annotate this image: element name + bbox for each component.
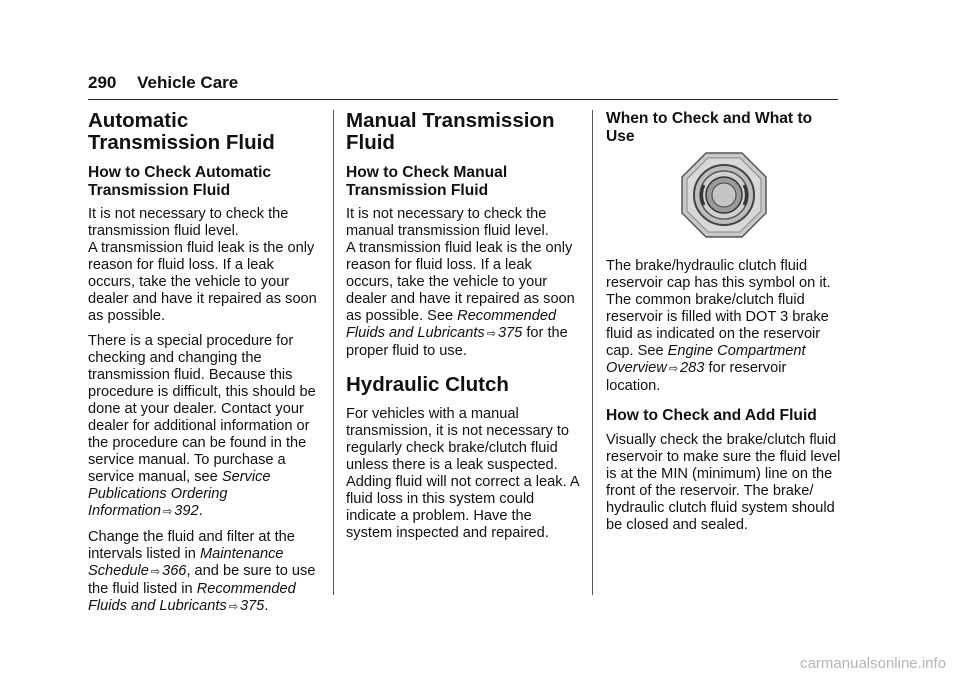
service-publications-link[interactable]: Service Publications Ordering Information <box>88 469 271 519</box>
when-to-check-subtitle: When to Check and What to Use <box>606 110 813 145</box>
watermark: carmanualsonline.info <box>800 655 946 672</box>
page-ref[interactable]: 283 <box>680 360 705 376</box>
page-ref-arrow-icon: ⇨ <box>668 363 679 375</box>
check-automatic-subtitle: How to Check Automatic Transmission Fluid <box>88 164 272 199</box>
automatic-transmission-title: Automatic Transmission Fluid <box>88 109 275 154</box>
page-header <box>88 73 238 93</box>
paragraph: Visually check the brake/clutch fluid reservoir to make sure the fluid level is at the MIN (minimum) line on the front of the reservoir. The brake/ hydraulic clutch fluid system should be closed and sealed. <box>606 431 841 533</box>
brake-fluid-reservoir-cap-icon <box>681 152 767 238</box>
page-ref[interactable]: 366 <box>162 563 187 579</box>
paragraph-text: The brake/hydraulic clutch fluid reservoir cap has this symbol on it. The common brake/clutch fluid reservoir is filled with DOT 3 brake fluid as indicated on the reservoir cap. See <box>606 258 831 359</box>
page-number: 290 <box>88 73 117 92</box>
page-ref-arrow-icon: ⇨ <box>163 506 173 518</box>
paragraph-text: for reservoir location. <box>606 360 787 394</box>
maintenance-schedule-link[interactable]: Maintenance Schedule <box>88 546 284 579</box>
paragraph-text: , and be sure to use the fluid listed in <box>88 563 316 597</box>
recommended-fluids-link[interactable]: Recommended Fluids and Lubricants <box>88 581 296 614</box>
paragraph-text: Change the fluid and filter at the intervals listed in <box>88 529 295 562</box>
column-divider-2 <box>592 110 593 595</box>
paragraph <box>606 258 842 395</box>
column-automatic-transmission <box>88 110 324 624</box>
header-rule <box>88 99 838 100</box>
check-manual-subtitle: How to Check Manual Transmission Fluid <box>346 164 508 199</box>
page-ref-arrow-icon: ⇨ <box>486 328 496 340</box>
column-when-to-check <box>606 110 842 542</box>
paragraph: For vehicles with a manual transmission, it is not necessary to regularly check brake/clutch fluid unless there is a leak suspected. Adding fluid will not correct a leak. A fluid loss in this system could indicate a problem. Have the system inspected and repaired. <box>346 406 579 541</box>
page-ref-arrow-icon: ⇨ <box>150 566 161 578</box>
page-ref[interactable]: 375 <box>497 325 523 341</box>
engine-compartment-link[interactable]: Engine Compartment Overview <box>606 343 806 376</box>
paragraph <box>88 333 324 521</box>
paragraph-text: for the proper fluid to use. <box>346 325 568 359</box>
paragraph-text: . <box>198 503 203 519</box>
paragraph <box>346 206 582 360</box>
icon-container <box>606 152 842 252</box>
recommended-fluids-link[interactable]: Recommended Fluids and Lubricants <box>346 308 557 341</box>
paragraph-text: A transmission fluid leak is the only reason for fluid loss. If a leak occurs, take the vehicle to your dealer and have it repaired as soon as possible. <box>88 240 317 324</box>
check-add-fluid-subtitle: How to Check and Add Fluid <box>606 407 817 424</box>
hydraulic-clutch-title: Hydraulic Clutch <box>346 373 509 396</box>
paragraph <box>88 529 324 616</box>
paragraph-text: There is a special procedure for checking and changing the transmission fluid. Because this procedure is difficult, this should be done at your dealer. Contact your dealer for additional information or the procedure can be found in the service manual. To purchase a service manual, see <box>88 333 316 485</box>
page-ref[interactable]: 375 <box>239 598 265 614</box>
page-ref-arrow-icon: ⇨ <box>228 601 238 613</box>
paragraph-text: A transmission fluid leak is the only reason for fluid loss. If a leak occurs, take the vehicle to your dealer and have it repaired as soon as possible. See <box>346 240 575 324</box>
page-ref[interactable]: 392 <box>174 503 199 519</box>
section-title: Vehicle Care <box>137 73 239 92</box>
paragraph-text: It is not necessary to check the transmission fluid level. <box>88 206 289 239</box>
column-divider-1 <box>333 110 334 595</box>
paragraph <box>88 206 324 325</box>
column-manual-transmission <box>346 110 582 550</box>
manual-transmission-title: Manual Transmission Fluid <box>346 109 555 154</box>
paragraph-text: . <box>264 598 269 614</box>
paragraph-text: It is not necessary to check the manual transmission fluid level. <box>346 206 549 239</box>
